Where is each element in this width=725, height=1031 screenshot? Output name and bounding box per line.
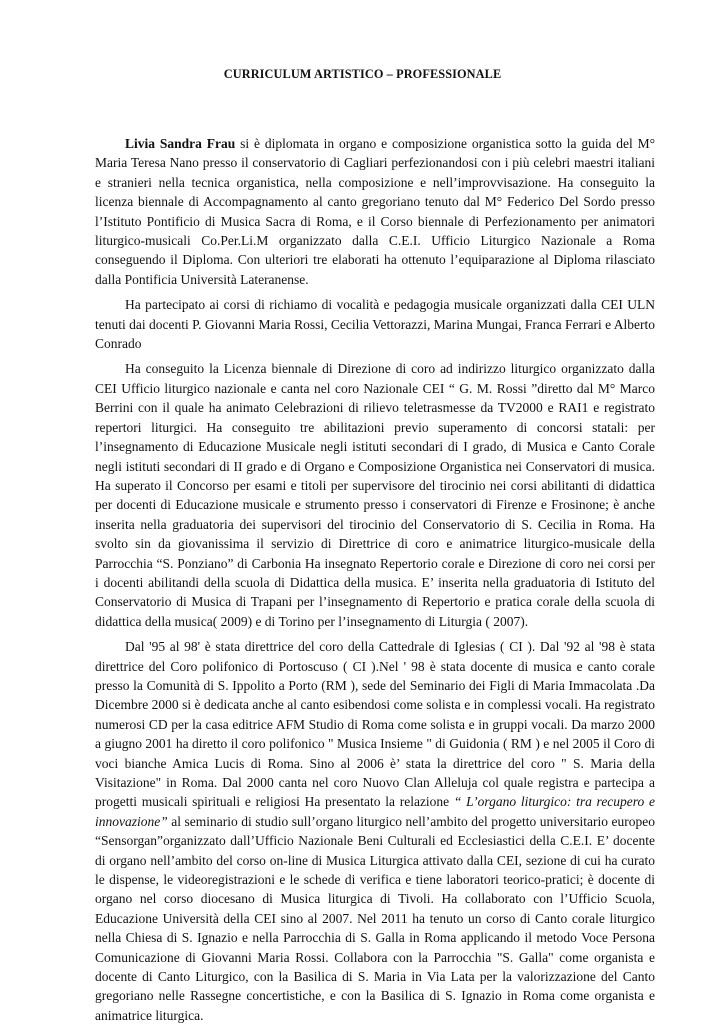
paragraph-qualifications: Ha conseguito la Licenza biennale di Direzione di coro ad indirizzo liturgico organizzato dalla CEI Ufficio liturgico nazionale e canta nel coro Nazionale CEI “ G. M. Rossi ”diretto dal M° Marco Berrini con il quale ha animato Celebrazioni di rilievo teletrasmesse da TV2000 e RAI1 e registrato repertori liturgici. Ha conseguito tre abilitazioni previo superamento di concorsi statali: per l’insegnamento di Educazione Musicale negli istituti secondari di I grado, di Musica e Canto Corale negli istituti secondari di II grado e di Organo e Composizione Organistica nei Conservatori di musica. Ha superato il Concorso per esami e titoli per supervisore del tirocinio nei corsi abilitanti di didattica per docenti di Educazione musicale e strumento presso i conservatori di Firenze e Frosinone; è anche inserita nella graduatoria dei supervisori del tirocinio del Conservatorio di S. Cecilia in Roma. Ha svolto sin da giovanissima il servizio di Direttrice di coro e animatrice liturgico-musicale della Parrocchia “S. Ponziano” di Carbonia Ha insegnato Repertorio corale e Direzione di coro nei corsi per i docenti abilitandi della scuola di Didattica della musica. E’ inserita nella graduatoria di Istituto del Conservatorio di Musica di Trapani per l’insegnamento di Repertorio e pratica corale della scuola di didattica della musica( 2009) e di Torino per l’insegnamento di Liturgia ( 2007). <box>95 361 655 629</box>
paragraph-education <box>95 134 655 289</box>
document-title: CURRICULUM ARTISTICO – PROFESSIONALE <box>223 67 502 81</box>
document-body <box>95 134 655 1031</box>
paragraph-education-text: si è diplomata in organo e composizione organistica sotto la guida del M° Maria Teresa Nano presso il conservatorio di Cagliari perfezionandosi con i più celebri maestri italiani e stranieri nella tecnica organistica, nella composizione e nell’improvvisazione. Ha conseguito la licenza biennale di Accompagnamento al canto gregoriano tenuto dal M° Federico Del Sordo presso l’Istituto Pontificio di Musica Sacra di Roma, e il Corso biennale di Perfezionamento per animatori liturgico-musicali Co.Per.Li.M organizzato dalla C.E.I. Ufficio Liturgico Nazionale a Roma conseguendo il Diploma. Con ulteriori tre elaborati ha ottenuto l’equiparazione al Diploma rilasciato dalla Pontificia Università Lateranense. <box>95 136 655 287</box>
paragraph-activities-text-2: al seminario di studio sull’organo liturgico nell’ambito del progetto universitario europeo “Sensorgan”organizzato dall’Ufficio Nazionale Beni Culturali ed Ecclesiastici della C.E.I. E’ docente di organo nell’ambito del corso on-line di Musica Liturgica attivato dalla CEI, sezione di cui ha curato le dispense, le videoregistrazioni e le schede di verifica e tiene laboratori teorico-pratici; è docente di organo nel corso diocesano di Musica liturgica di Tivoli. Ha collaborato con l’Ufficio Scuola, Educazione Università della CEI sino al 2007. Nel 2011 ha tenuto un corso di Canto corale liturgico nella Chiesa di S. Ignazio e nella Parrocchia di S. Galla in Roma applicando il metodo Voce Persona Comunicazione di Giovanni Maria Rossi. Collabora con la Parrocchia "S. Galla" come organista e docente di Canto Liturgico, con la Basilica di S. Maria in Via Lata per la valorizzazione del Canto gregoriano nelle Rassegne concertistiche, e con la Basilica di S. Ignazio in Roma come organista e animatrice liturgica. <box>95 813 655 1023</box>
paragraph-courses: Ha partecipato ai corsi di richiamo di vocalità e pedagogia musicale organizzati dalla CEI ULN tenuti dai docenti P. Giovanni Maria Rossi, Cecilia Vettorazzi, Marina Mungai, Franca Ferrari e Alberto Conrado <box>95 297 655 352</box>
author-name: Livia Sandra Frau <box>125 136 236 151</box>
paragraph-activities-text-1: Dal '95 al 98' è stata direttrice del coro della Cattedrale di Iglesias ( CI ). Dal '92 al '98 è stata direttrice del Coro polifonico di Portoscuso ( CI ).Nel ' 98 è stata docente di musica e canto corale presso la Comunità di S. Ippolito a Porto (RM ), sede del Seminario dei Figli di Maria Immacolata .Da Dicembre 2000 si è dedicata anche al canto esibendosi come solista e in complessi vocali. Ha registrato numerosi CD per la casa editrice AFM Studio di Roma come solista e in gruppi vocali. Da marzo 2000 a giugno 2001 ha diretto il coro polifonico " Musica Insieme " di Guidonia ( RM ) e nel 2005 il Coro di voci bianche Amica Lucis di Roma. Sino al 2006 è’ stata la direttrice del coro " S. Maria della Visitazione" in Roma. Dal 2000 canta nel coro Nuovo Clan Alleluja col quale registra e partecipa a progetti musicali spirituali e religiosi Ha presentato la relazione <box>95 639 655 810</box>
paragraph-activities <box>95 637 655 1025</box>
lecture-title: “ L’organo liturgico: tra recupero e innovazione” <box>95 794 656 829</box>
